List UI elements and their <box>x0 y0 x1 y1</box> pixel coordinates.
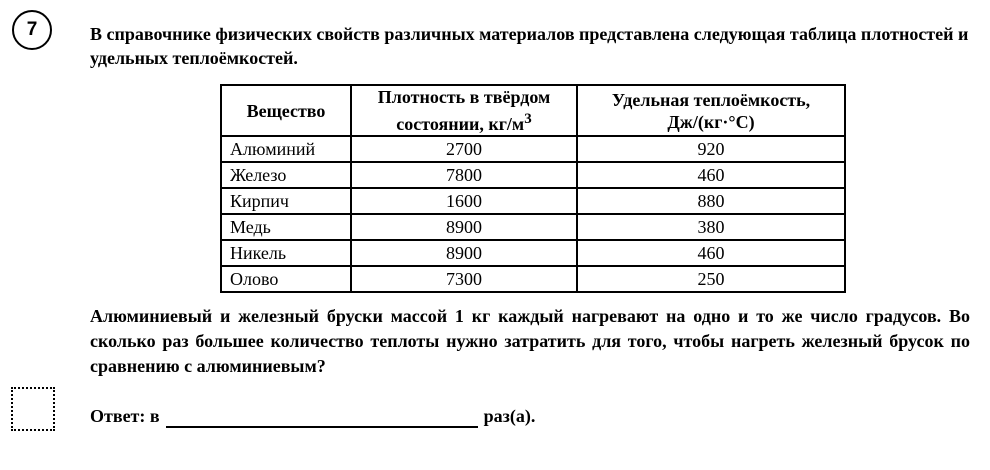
cell-heat: 460 <box>577 240 845 266</box>
answer-line <box>90 404 535 428</box>
cell-heat: 460 <box>577 162 845 188</box>
table-row <box>221 214 845 240</box>
header-density-superscript: 3 <box>524 111 532 127</box>
answer-checkbox[interactable] <box>11 387 55 431</box>
cell-substance: Железо <box>221 162 351 188</box>
table-row <box>221 188 845 214</box>
cell-density: 1600 <box>351 188 577 214</box>
header-heat-line1: Удельная теплоёмкость, <box>611 89 811 110</box>
header-substance: Вещество <box>221 85 351 136</box>
header-density <box>351 85 577 136</box>
table-row <box>221 136 845 162</box>
header-density-text: Плотность в твёрдом состоянии, кг/м <box>377 87 551 134</box>
cell-substance: Никель <box>221 240 351 266</box>
question-text: Алюминиевый и железный бруски массой 1 кг каждый нагревают на одно и то же число градусов. Во сколько раз большее количество теплоты нужно затратить для того, чтобы нагреть железный брусок по сравнению с алюминиевым? <box>90 306 970 376</box>
question-number-badge <box>12 10 52 50</box>
properties-table <box>220 84 846 293</box>
cell-substance: Кирпич <box>221 188 351 214</box>
table-row <box>221 240 845 266</box>
cell-substance: Медь <box>221 214 351 240</box>
table-row <box>221 266 845 292</box>
header-heat-line2: Дж/(кг·°С) <box>667 111 755 132</box>
answer-prefix: Ответ: в <box>90 406 160 426</box>
cell-density: 8900 <box>351 214 577 240</box>
cell-density: 2700 <box>351 136 577 162</box>
answer-suffix: раз(а). <box>483 406 536 426</box>
table-header-row <box>221 85 845 136</box>
table-row <box>221 162 845 188</box>
answer-blank-field[interactable] <box>166 408 478 428</box>
cell-substance: Олово <box>221 266 351 292</box>
question-number: 7 <box>26 19 38 40</box>
intro-text: В справочнике физических свойств различных материалов представлена следующая таблица плотностей и удельных теплоёмкостей. <box>90 24 969 68</box>
cell-heat: 250 <box>577 266 845 292</box>
header-heat-capacity <box>577 85 845 136</box>
cell-heat: 920 <box>577 136 845 162</box>
cell-density: 7300 <box>351 266 577 292</box>
cell-density: 7800 <box>351 162 577 188</box>
cell-substance: Алюминий <box>221 136 351 162</box>
cell-heat: 380 <box>577 214 845 240</box>
cell-density: 8900 <box>351 240 577 266</box>
cell-heat: 880 <box>577 188 845 214</box>
